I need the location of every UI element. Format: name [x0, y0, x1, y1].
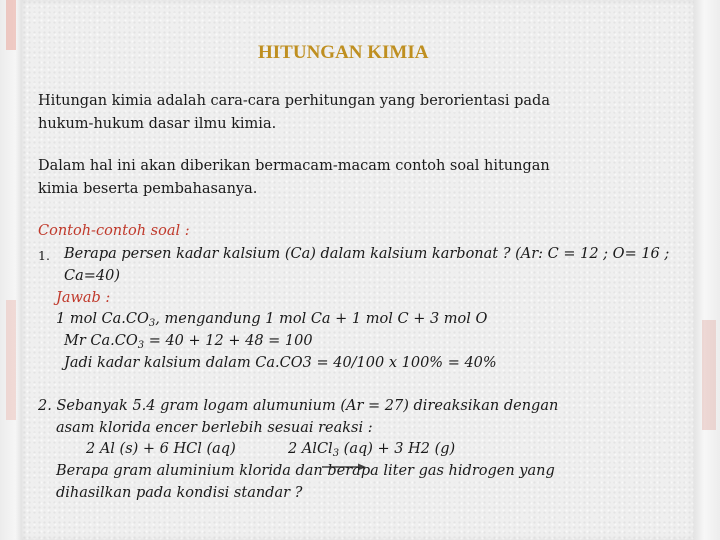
question-2-line-5: dihasilkan pada kondisi standar ? — [56, 485, 303, 501]
examples-heading: Contoh-contoh soal : — [38, 223, 190, 239]
right-frame-accent — [702, 320, 716, 430]
question-2-line-4: Berapa gram aluminium klorida dan berapa liter gas hidrogen yang — [56, 463, 555, 479]
left-frame-accent — [6, 0, 16, 50]
intro-line-2: hukum-hukum dasar ilmu kimia. — [38, 116, 277, 132]
answer-line-2: Mr $Ca.CO_3 = 40 + 12 + 48 = 100$ — [64, 333, 313, 351]
intro-line-1: Hitungan kimia adalah cara-cara perhitungan yang berorientasi pada — [38, 93, 550, 109]
reaction-products: 2 AlCl$_3$ (aq) + 3 H2 (g) — [288, 441, 456, 459]
slide-title: HITUNGAN KIMIA — [258, 42, 429, 63]
left-frame-accent — [6, 300, 16, 420]
question-1-number: 1. — [38, 248, 50, 263]
question-1-line-1: Berapa persen kadar kalsium (Ca) dalam kalsium karbonat ? (Ar: C = 12 ; O= 16 ; — [64, 246, 670, 262]
reaction-reactants: 2 Al (s) + 6 HCl (aq) — [86, 441, 236, 457]
answer-line-3: Jadi kadar kalsium dalam Ca.CO3 = 40/100 x 100% = 40% — [64, 355, 497, 371]
left-frame-border — [0, 0, 22, 540]
question-2-line-1: 2. Sebanyak 5.4 gram logam alumunium (Ar = 27) direaksikan dengan — [38, 398, 559, 414]
answer-label: Jawab : — [56, 290, 111, 306]
right-frame-border — [694, 0, 720, 540]
slide-content — [22, 0, 694, 540]
paragraph-line-2: kimia beserta pembahasanya. — [38, 181, 258, 197]
answer-line-1: 1 mol $Ca.CO_3$, mengandung 1 mol Ca + 1 mol C + 3 mol O — [56, 311, 488, 329]
paragraph-line-1: Dalam hal ini akan diberikan bermacam-macam contoh soal hitungan — [38, 158, 550, 174]
question-2-line-2: asam klorida encer berlebih sesuai reaksi : — [56, 420, 373, 436]
question-1-line-2: Ca=40) — [64, 268, 120, 284]
